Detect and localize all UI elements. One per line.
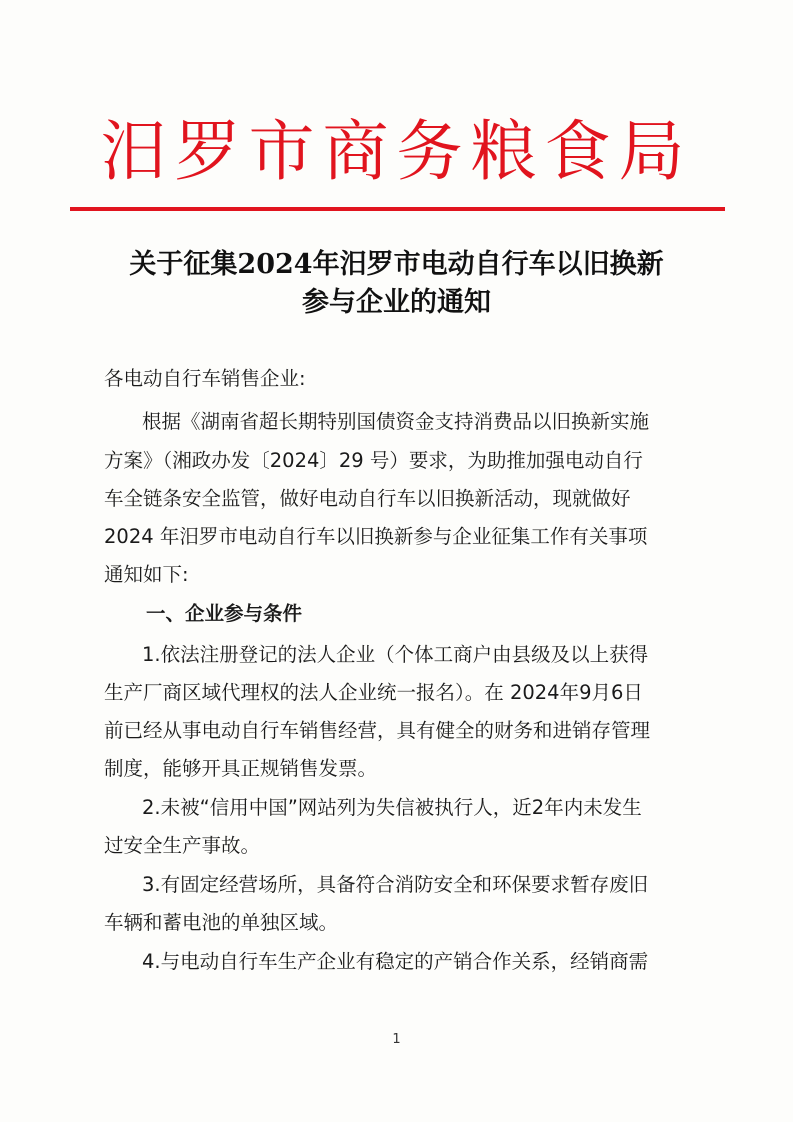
masthead-title: 汨罗市商务粮食局 (100, 113, 693, 190)
notice-title-line-2: 参与企业的通知 (302, 287, 491, 318)
item-2-line-1: 2.未被“信用中国”网站列为失信被执行人，近2年内未发生 (142, 796, 642, 819)
salutation: 各电动自行车销售企业: (104, 367, 306, 390)
paragraph-1-line-1: 根据《湖南省超长期特别国债资金支持消费品以旧换新实施 (142, 410, 650, 433)
paragraph-1-line-3: 车全链条安全监管，做好电动自行车以旧换新活动，现就做好 (104, 487, 631, 510)
item-2-line-2: 过安全生产事故。 (104, 834, 261, 857)
notice-title-line-1: 关于征集2024年汨罗市电动自行车以旧换新 (129, 249, 664, 280)
item-3-line-1: 3.有固定经营场所，具备符合消防安全和环保要求暂存废旧 (142, 873, 649, 896)
page-number: 1 (392, 1032, 401, 1047)
item-1-line-4: 制度，能够开具正规销售发票。 (104, 757, 378, 780)
paragraph-1-line-4: 2024 年汨罗市电动自行车以旧换新参与企业征集工作有关事项 (104, 525, 648, 548)
red-divider-line (70, 207, 725, 211)
item-1-line-3: 前已经从事电动自行车销售经营，具有健全的财务和进销存管理 (104, 719, 651, 742)
paragraph-1-line-5: 通知如下: (104, 563, 189, 586)
section-1-heading: 一、企业参与条件 (146, 602, 303, 625)
paragraph-1-line-2: 方案》（湘政办发〔2024〕29 号）要求，为助推加强电动自行 (104, 449, 643, 472)
item-4-line-1: 4.与电动自行车生产企业有稳定的产销合作关系，经销商需 (142, 950, 649, 973)
item-1-line-1: 1.依法注册登记的法人企业（个体工商户由县级及以上获得 (142, 643, 649, 666)
item-3-line-2: 车辆和蓄电池的单独区域。 (104, 911, 339, 934)
item-1-line-2: 生产厂商区域代理权的法人企业统一报名）。在 2024年9月6日 (104, 681, 643, 704)
notice-title (60, 246, 733, 322)
